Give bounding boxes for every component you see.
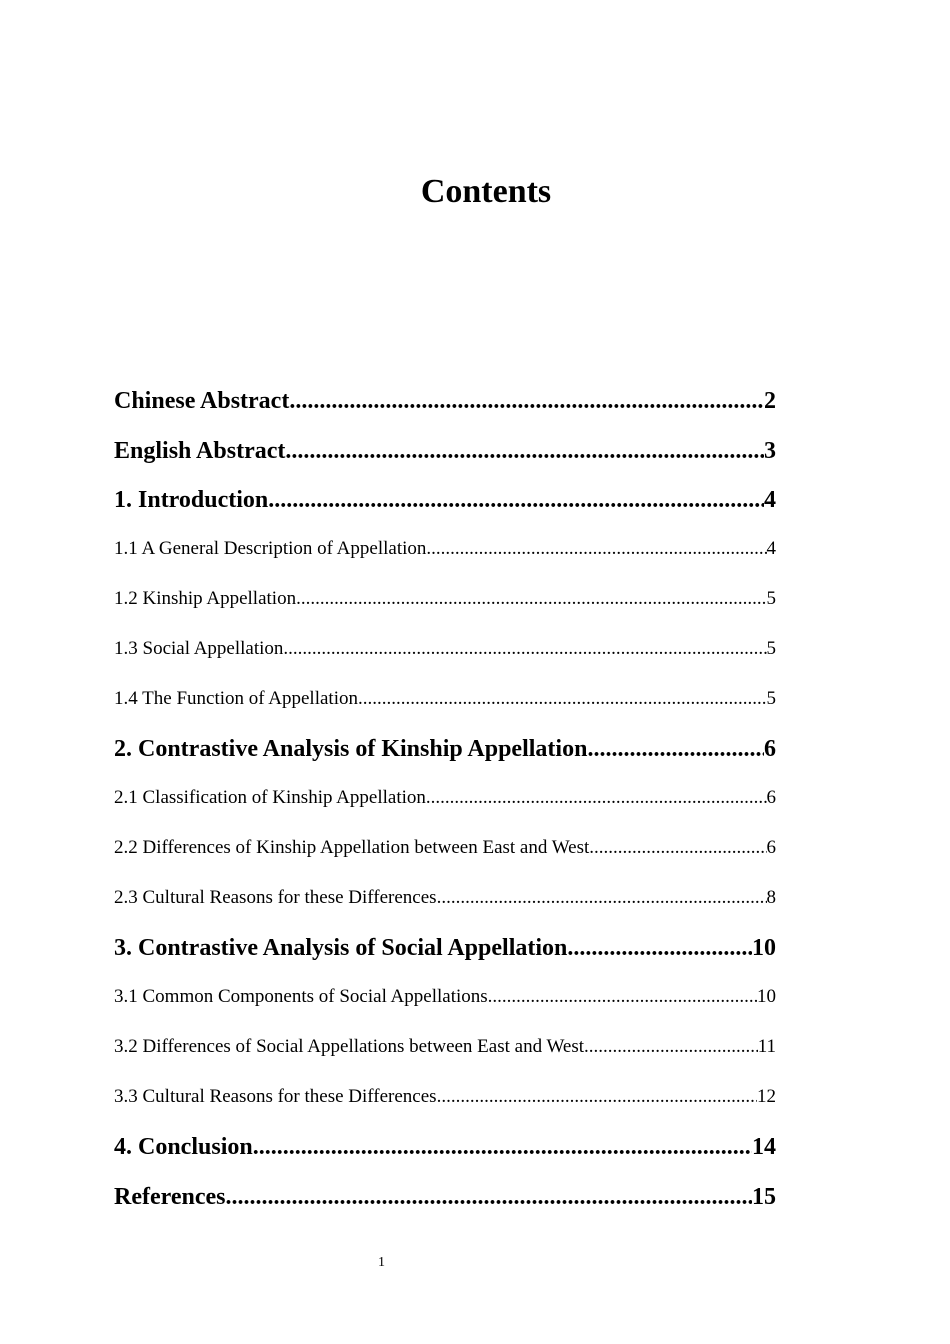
toc-entry-page: 10 <box>757 986 776 1007</box>
toc-dot-leader <box>567 935 752 962</box>
toc-entry-introduction[interactable] <box>114 487 776 517</box>
toc-entry-page: 5 <box>766 688 776 709</box>
toc-entry-label: 2.3 Cultural Reasons for these Differences <box>114 887 437 908</box>
toc-dot-leader <box>283 638 766 660</box>
toc-dot-leader <box>253 1134 752 1161</box>
toc-entry-page: 3 <box>764 438 776 464</box>
toc-entry-label: 3.1 Common Components of Social Appellations <box>114 986 488 1007</box>
toc-dot-leader <box>589 837 766 859</box>
toc-dot-leader <box>437 1086 757 1108</box>
toc-entry-conclusion[interactable] <box>114 1134 776 1164</box>
toc-entry-label: 4. Conclusion <box>114 1134 253 1160</box>
toc-entry-label: 1.1 A General Description of Appellation <box>114 538 427 559</box>
toc-entry-page: 4 <box>764 487 776 513</box>
toc-entry-page: 5 <box>766 638 776 659</box>
toc-dot-leader <box>488 986 757 1008</box>
toc-entry-page: 11 <box>757 1036 776 1057</box>
toc-entry-1-1[interactable] <box>114 538 776 568</box>
toc-entry-page: 10 <box>752 935 776 961</box>
toc-entry-3-2[interactable] <box>114 1036 776 1066</box>
toc-entry-1-2[interactable] <box>114 588 776 618</box>
toc-entry-label: 3.3 Cultural Reasons for these Differences <box>114 1086 437 1107</box>
toc-entry-label: 1.3 Social Appellation <box>114 638 284 659</box>
toc-entry-page: 14 <box>752 1134 776 1160</box>
toc-entry-page: 8 <box>766 887 776 908</box>
toc-entry-3-3[interactable] <box>114 1086 776 1116</box>
toc-entry-page: 15 <box>752 1184 776 1210</box>
toc-entry-page: 2 <box>764 388 776 414</box>
toc-entry-label: 2.2 Differences of Kinship Appellation between East and West <box>114 837 590 858</box>
toc-dot-leader <box>226 1184 753 1211</box>
toc-entry-page: 5 <box>766 588 776 609</box>
page-title: Contents <box>420 173 552 210</box>
toc-entry-references[interactable] <box>114 1184 776 1214</box>
toc-entry-chapter-3[interactable] <box>114 935 776 965</box>
toc-entry-2-2[interactable] <box>114 837 776 867</box>
toc-dot-leader <box>268 487 764 514</box>
toc-dot-leader <box>285 438 764 465</box>
toc-entry-label: 2.1 Classification of Kinship Appellation <box>114 787 426 808</box>
toc-entry-label: English Abstract <box>114 438 286 464</box>
toc-dot-leader <box>289 388 764 415</box>
page-number: 1 <box>378 1255 385 1270</box>
toc-entry-page: 6 <box>766 837 776 858</box>
toc-dot-leader <box>296 588 766 610</box>
toc-dot-leader <box>584 1036 758 1058</box>
toc-entry-label: Chinese Abstract <box>114 388 290 414</box>
toc-entry-label: 2. Contrastive Analysis of Kinship Appellation <box>114 736 588 762</box>
toc-entry-page: 6 <box>766 787 776 808</box>
toc-entry-label: 1.4 The Function of Appellation <box>114 688 358 709</box>
toc-dot-leader <box>587 736 764 763</box>
toc-entry-label: References <box>114 1184 226 1210</box>
toc-entry-2-3[interactable] <box>114 887 776 917</box>
toc-entry-1-3[interactable] <box>114 638 776 668</box>
toc-entry-label: 3. Contrastive Analysis of Social Appellation <box>114 935 568 961</box>
toc-entry-chinese-abstract[interactable] <box>114 388 776 418</box>
toc-entry-label: 3.2 Differences of Social Appellations between East and West <box>114 1036 584 1057</box>
toc-dot-leader <box>426 538 766 560</box>
toc-entry-2-1[interactable] <box>114 787 776 817</box>
toc-entry-page: 6 <box>764 736 776 762</box>
toc-entry-page: 12 <box>757 1086 776 1107</box>
toc-entry-1-4[interactable] <box>114 688 776 718</box>
toc-entry-label: 1. Introduction <box>114 487 269 513</box>
toc-dot-leader <box>358 688 767 710</box>
toc-entry-3-1[interactable] <box>114 986 776 1016</box>
toc-entry-label: 1.2 Kinship Appellation <box>114 588 297 609</box>
toc-entry-page: 4 <box>766 538 776 559</box>
toc-dot-leader <box>426 787 767 809</box>
toc-entry-chapter-2[interactable] <box>114 736 776 766</box>
toc-dot-leader <box>437 887 767 909</box>
toc-entry-english-abstract[interactable] <box>114 438 776 468</box>
